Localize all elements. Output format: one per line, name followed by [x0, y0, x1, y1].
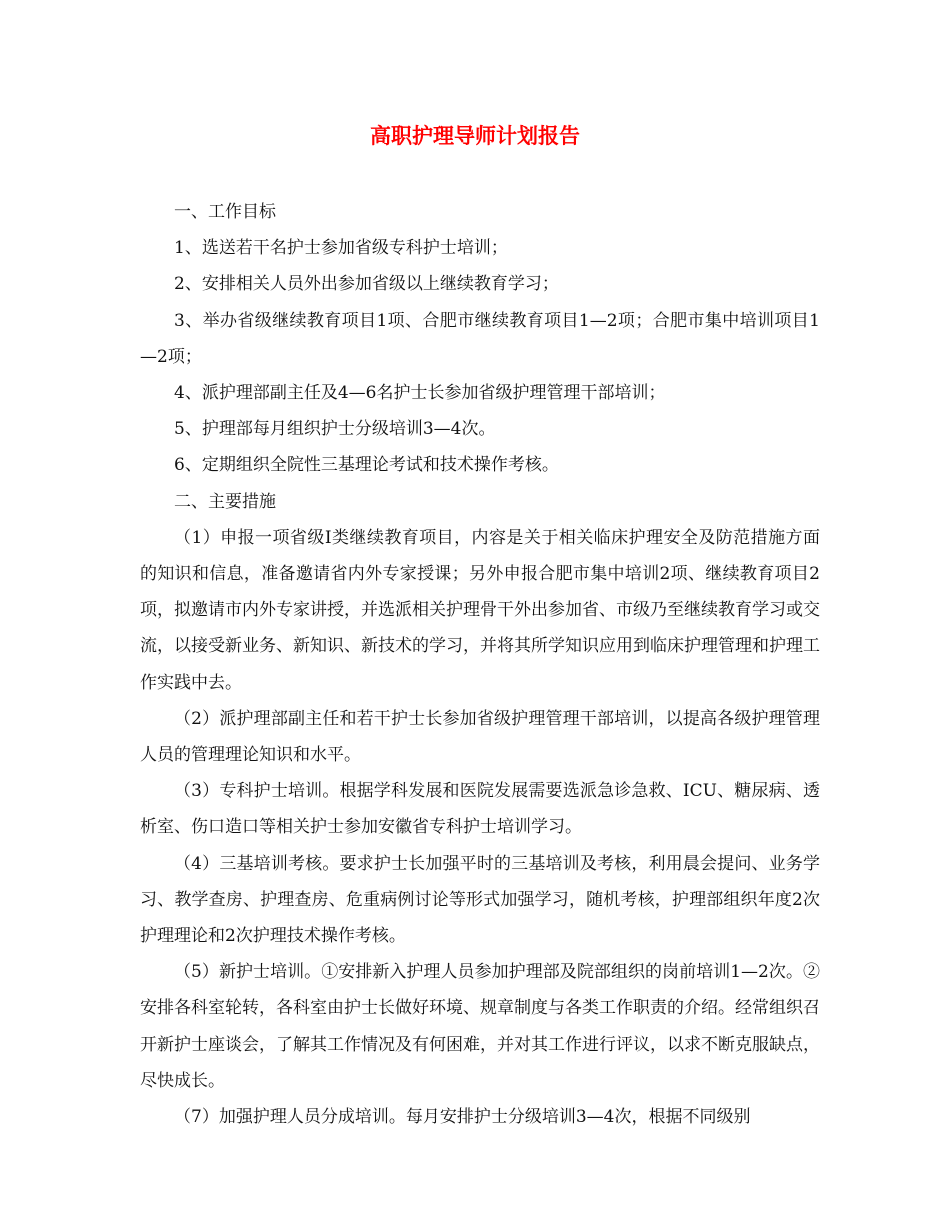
goal-item: 3、举办省级继续教育项目1项、合肥市继续教育项目1—2项；合肥市集中培训项目1—2项；	[140, 310, 820, 367]
section-heading: 二、主要措施	[174, 491, 276, 512]
document-body	[140, 194, 820, 1135]
section-heading: 一、工作目标	[174, 202, 276, 222]
goal-item: 5、护理部每月组织护士分级培训3—4次。	[174, 419, 496, 440]
goal-item: 6、定期组织全院性三基理论考试和技术操作考核。	[174, 455, 559, 476]
goal-item: 1、选送若干名护士参加省级专科护士培训；	[174, 238, 508, 259]
document-title: 高职护理导师计划报告	[370, 123, 580, 148]
goal-item: 4、派护理部副主任及4—6名护士长参加省级护理管理干部培训；	[174, 383, 666, 404]
measure-item: （1）申报一项省级Ⅰ类继续教育项目，内容是关于相关临床护理安全及防范措施方面的知识和信息，准备邀请省内外专家授课；另外申报合肥市集中培训2项、继续教育项目2项，拟邀请市内外专家讲授，并选派相关护理骨干外出参加省、市级乃至继续教育学习或交流，以接受新业务、新知识、新技术的学习，并将其所学知识应用到临床护理管理和护理工作实践中去。	[140, 527, 820, 693]
measure-item: （3）专科护士培训。根据学科发展和医院发展需要选派急诊急救、ICU、糖尿病、透析室、伤口造口等相关护士参加安徽省专科护士培训学习。	[140, 781, 820, 838]
measure-item: （5）新护士培训。①安排新入护理人员参加护理部及院部组织的岗前培训1—2次。②安排各科室轮转，各科室由护士长做好环境、规章制度与各类工作职责的介绍。经常组织召开新护士座谈会，了解其工作情况及有何困难，并对其工作进行评议，以求不断克服缺点，尽快成长。	[140, 962, 820, 1091]
goal-item: 2、安排相关人员外出参加省级以上继续教育学习；	[174, 274, 559, 295]
measure-item: （7）加强护理人员分成培训。每月安排护士分级培训3—4次，根据不同级别	[174, 1107, 751, 1128]
measure-item: （2）派护理部副主任和若干护士长参加省级护理管理干部培训，以提高各级护理管理人员的管理理论知识和水平。	[140, 708, 820, 766]
measure-item: （4）三基培训考核。要求护士长加强平时的三基培训及考核，利用晨会提问、业务学习、教学查房、护理查房、危重病例讨论等形式加强学习，随机考核，护理部组织年度2次护理理论和2次护理技术操作考核。	[140, 853, 820, 947]
